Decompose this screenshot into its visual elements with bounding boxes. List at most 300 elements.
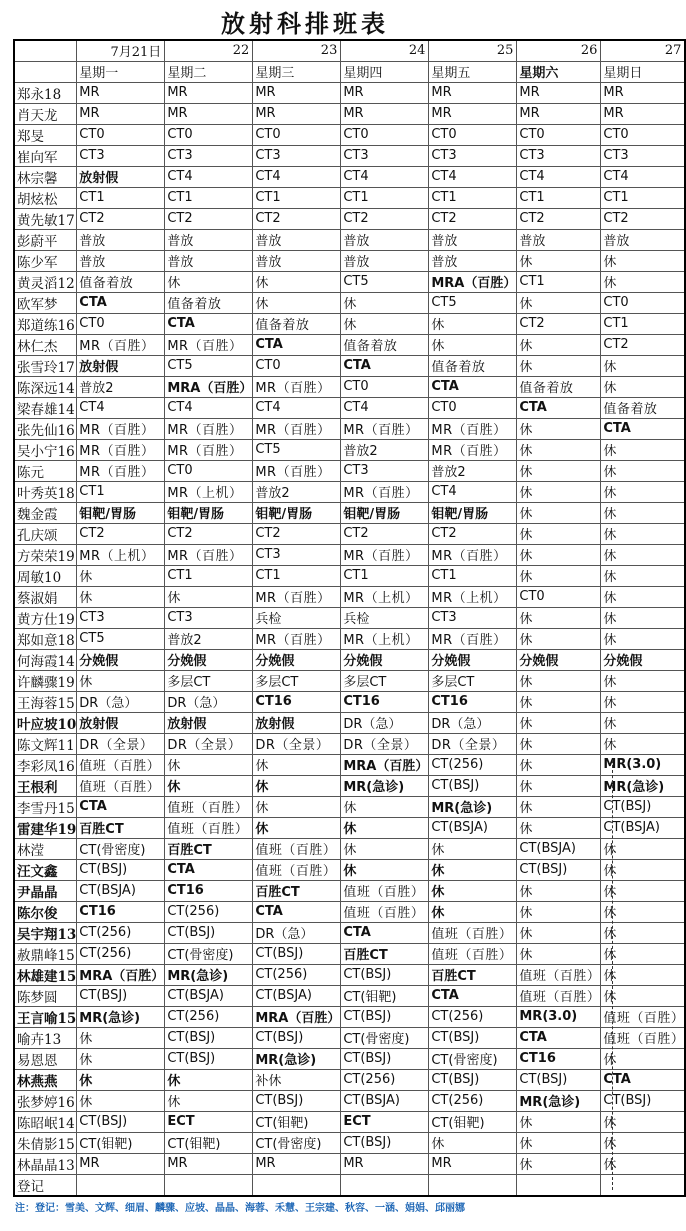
staff-name: 黄方仕19 [14,607,77,628]
date-cell: 7月21日 [77,40,165,61]
shift-cell: 放射假 [77,355,165,376]
shift-cell: 休 [341,838,429,859]
weekday-cell: 星期四 [341,61,429,82]
staff-name: 陈元 [14,460,77,481]
shift-cell: 休 [341,859,429,880]
shift-cell: 多层CT [341,670,429,691]
schedule-row [14,1153,685,1174]
staff-name: 郑旻 [14,124,77,145]
staff-name: 雷建华19 [14,817,77,838]
shift-cell: 值班（百胜） [341,901,429,922]
shift-cell: 休 [601,439,686,460]
schedule-row [14,187,685,208]
shift-cell: CT1 [517,271,601,292]
shift-cell: 休 [429,901,517,922]
shift-cell: MR(急诊) [77,1006,165,1027]
shift-cell: MR（百胜） [77,418,165,439]
shift-cell [517,1174,601,1196]
shift-cell: 放射假 [77,166,165,187]
shift-cell: CTA [341,355,429,376]
shift-cell: CT3 [429,145,517,166]
shift-cell: CT(BSJA) [429,817,517,838]
shift-cell: 休 [601,1132,686,1153]
shift-cell: 休 [517,481,601,502]
shift-cell: 休 [517,544,601,565]
shift-cell: CT1 [601,313,686,334]
shift-cell: CT3 [341,145,429,166]
staff-name: 欧军梦 [14,292,77,313]
shift-cell: 普放2 [165,628,253,649]
shift-cell: CT0 [77,313,165,334]
shift-cell: CTA [253,901,341,922]
shift-cell: 普放 [77,229,165,250]
staff-name: 梁春雄14 [14,397,77,418]
staff-name: 陈深远14 [14,376,77,397]
shift-cell: CT2 [341,208,429,229]
shift-cell: MR [253,1153,341,1174]
shift-cell: 值班（百胜） [165,817,253,838]
shift-cell: CT2 [429,523,517,544]
corner-cell [14,61,77,82]
shift-cell: 休 [341,313,429,334]
shift-cell: CT3 [77,607,165,628]
schedule-row [14,397,685,418]
shift-cell: CT1 [341,565,429,586]
staff-name: 叶应坡10 [14,712,77,733]
staff-name: 周敏10 [14,565,77,586]
shift-cell: DR（全景） [77,733,165,754]
shift-cell: CT4 [517,166,601,187]
shift-cell: MR（百胜） [77,460,165,481]
shift-cell: CT(骨密度) [253,1132,341,1153]
staff-name: 郑如意18 [14,628,77,649]
date-cell: 25 [429,40,517,61]
shift-cell: CT3 [77,145,165,166]
shift-cell: 休 [77,565,165,586]
schedule-row [14,544,685,565]
shift-cell: CT(BSJ) [601,796,686,817]
shift-cell: 休 [517,502,601,523]
shift-cell: MR [77,82,165,103]
shift-cell: MR（百胜） [77,439,165,460]
shift-cell: 休 [601,586,686,607]
shift-cell: CT(骨密度) [429,1048,517,1069]
shift-cell: 值班（百胜） [253,859,341,880]
shift-cell: MRA（百胜） [429,271,517,292]
staff-name: 肖天龙 [14,103,77,124]
staff-name: 孔庆颂 [14,523,77,544]
shift-cell: 普放 [165,229,253,250]
shift-cell: MRA（百胜） [341,754,429,775]
schedule-row [14,628,685,649]
shift-cell: CT16 [429,691,517,712]
shift-cell: 休 [165,1069,253,1090]
staff-name: 林雄建15 [14,964,77,985]
shift-cell: 休 [429,880,517,901]
shift-cell: 休 [601,733,686,754]
staff-name: 张梦婷16 [14,1090,77,1111]
shift-cell: 休 [517,691,601,712]
shift-cell: MR(急诊) [601,775,686,796]
shift-cell: 休 [517,607,601,628]
shift-cell: CT(BSJ) [165,1027,253,1048]
weekday-cell: 星期三 [253,61,341,82]
shift-cell: 休 [341,817,429,838]
shift-cell: 分娩假 [429,649,517,670]
shift-cell: 休 [165,775,253,796]
shift-cell: CT(BSJ) [77,985,165,1006]
shift-cell: CT(BSJ) [341,964,429,985]
shift-cell: MR（百胜） [165,334,253,355]
shift-cell: 钼靶/胃肠 [77,502,165,523]
staff-name: 陈尔俊 [14,901,77,922]
weekday-cell: 星期日 [601,61,686,82]
shift-cell: CT3 [429,607,517,628]
shift-cell: 休 [601,1048,686,1069]
shift-cell: CT1 [341,187,429,208]
shift-cell: 休 [517,439,601,460]
shift-cell: 钼靶/胃肠 [253,502,341,523]
shift-cell: CT5 [341,271,429,292]
shift-cell: CTA [77,292,165,313]
shift-cell: MR [601,103,686,124]
shift-cell: CT(BSJ) [253,1090,341,1111]
shift-cell: CT16 [77,901,165,922]
staff-name: 尹晶晶 [14,880,77,901]
shift-cell: 休 [601,985,686,1006]
shift-cell: 百胜CT [253,880,341,901]
shift-cell: CT0 [165,460,253,481]
shift-cell: 钼靶/胃肠 [341,502,429,523]
staff-name: 方荣荣19 [14,544,77,565]
shift-cell: CT2 [253,523,341,544]
schedule-row [14,922,685,943]
shift-cell: 休 [601,355,686,376]
staff-name: 张先仙16 [14,418,77,439]
shift-cell: 休 [429,313,517,334]
weekday-header-row [14,61,685,82]
shift-cell: MR（百胜） [253,376,341,397]
shift-cell: CT0 [341,124,429,145]
schedule-row [14,82,685,103]
shift-cell: 休 [601,964,686,985]
shift-cell: CT1 [429,565,517,586]
shift-cell: 百胜CT [77,817,165,838]
shift-cell: MR [253,82,341,103]
shift-cell: CT1 [253,187,341,208]
shift-cell: CT(BSJ) [601,1090,686,1111]
shift-cell: CT2 [601,208,686,229]
staff-name: 彭蔚平 [14,229,77,250]
shift-cell: MR [429,1153,517,1174]
weekday-cell: 星期五 [429,61,517,82]
staff-name: 林晶晶13 [14,1153,77,1174]
shift-cell: 休 [253,817,341,838]
shift-cell: CTA [77,796,165,817]
shift-cell: CT2 [517,208,601,229]
shift-cell: 值班（百胜） [253,838,341,859]
shift-cell: 普放 [341,229,429,250]
shift-cell: CT5 [253,439,341,460]
shift-cell: DR（急） [341,712,429,733]
staff-name: 陈少军 [14,250,77,271]
shift-cell: 休 [253,292,341,313]
staff-name: 李雪丹15 [14,796,77,817]
shift-cell: 休 [517,523,601,544]
schedule-row [14,796,685,817]
shift-cell: CT16 [165,880,253,901]
shift-cell: CT3 [601,145,686,166]
shift-cell: 值班（百胜） [429,922,517,943]
shift-cell [253,1174,341,1196]
shift-cell: MR [429,103,517,124]
schedule-row [14,985,685,1006]
shift-cell: 休 [517,796,601,817]
schedule-row [14,481,685,502]
date-cell: 26 [517,40,601,61]
shift-cell: CT4 [429,481,517,502]
staff-name: 黄先敏17 [14,208,77,229]
staff-name: 张雪玲17 [14,355,77,376]
shift-cell: CT4 [253,397,341,418]
shift-cell: 休 [341,292,429,313]
shift-cell: 普放 [253,229,341,250]
staff-name: 易恩恩 [14,1048,77,1069]
shift-cell: MR [77,1153,165,1174]
shift-cell: 休 [601,376,686,397]
shift-cell: 钼靶/胃肠 [165,502,253,523]
shift-cell: 休 [601,607,686,628]
shift-cell: 分娩假 [253,649,341,670]
schedule-table [13,39,686,1197]
shift-cell: 休 [165,1090,253,1111]
schedule-row [14,502,685,523]
shift-cell: 普放 [601,229,686,250]
staff-name: 林滢 [14,838,77,859]
shift-cell: 百胜CT [429,964,517,985]
shift-cell: DR（全景） [341,733,429,754]
shift-cell: 多层CT [429,670,517,691]
shift-cell: CT1 [253,565,341,586]
staff-name: 郑道练16 [14,313,77,334]
shift-cell: CTA [601,1069,686,1090]
weekday-cell: 星期一 [77,61,165,82]
shift-cell: 休 [601,502,686,523]
shift-cell: 休 [517,775,601,796]
schedule-row [14,334,685,355]
shift-cell: 休 [601,838,686,859]
shift-cell: CT4 [77,397,165,418]
shift-cell: 普放 [253,250,341,271]
shift-cell: CT(BSJ) [429,775,517,796]
schedule-row [14,565,685,586]
shift-cell: MR [601,82,686,103]
staff-name: 林宗馨 [14,166,77,187]
staff-name: 李彩凤16 [14,754,77,775]
shift-cell: CT16 [253,691,341,712]
shift-cell: 休 [517,922,601,943]
staff-name: 崔向军 [14,145,77,166]
shift-cell: CT0 [253,355,341,376]
schedule-row [14,523,685,544]
shift-cell: 值班（百胜） [601,1027,686,1048]
shift-cell: MR（上机） [77,544,165,565]
schedule-row [14,1090,685,1111]
date-cell: 24 [341,40,429,61]
shift-cell: CT(256) [77,922,165,943]
staff-name: 赦鼎峰15 [14,943,77,964]
shift-cell: MR（百胜） [253,418,341,439]
shift-cell: CT3 [253,145,341,166]
shift-cell: MR(急诊) [165,964,253,985]
shift-cell: 补休 [253,1069,341,1090]
shift-cell: 休 [165,271,253,292]
shift-cell: DR（全景） [253,733,341,754]
shift-cell: 休 [429,334,517,355]
shift-cell: CT16 [517,1048,601,1069]
schedule-row [14,103,685,124]
schedule-row [14,460,685,481]
shift-cell: CTA [253,334,341,355]
schedule-row [14,418,685,439]
shift-cell: 分娩假 [601,649,686,670]
shift-cell: CT4 [341,397,429,418]
shift-cell: 普放 [429,250,517,271]
shift-cell: 休 [601,1111,686,1132]
shift-cell: 休 [341,796,429,817]
shift-cell: CT(256) [341,1069,429,1090]
shift-cell [341,1174,429,1196]
shift-cell: CT(256) [429,754,517,775]
staff-name: 黄灵滔12 [14,271,77,292]
shift-cell [601,1174,686,1196]
shift-cell: CT(256) [253,964,341,985]
shift-cell: MR（百胜） [429,544,517,565]
shift-cell: 休 [253,271,341,292]
weekday-cell: 星期二 [165,61,253,82]
shift-cell: CT(钼靶) [165,1132,253,1153]
dashed-divider [612,760,613,1190]
shift-cell: 休 [77,670,165,691]
shift-cell: 休 [429,859,517,880]
shift-cell: MR（百胜） [165,418,253,439]
schedule-row [14,439,685,460]
shift-cell: 休 [517,880,601,901]
schedule-row [14,208,685,229]
schedule-row [14,901,685,922]
shift-cell: 普放 [77,250,165,271]
shift-cell: CT(BSJA) [253,985,341,1006]
shift-cell: MR [341,82,429,103]
shift-cell: MR（上机） [341,586,429,607]
shift-cell: MR [341,103,429,124]
footer-note: 注：登记：雪美、文辉、细眉、麟骤、应坡、晶晶、海蓉、禾慧、王宗建、秋容、一涵、娟娟、邱丽娜 [15,1203,465,1214]
shift-cell: CT4 [165,397,253,418]
shift-cell: ECT [165,1111,253,1132]
shift-cell: CT(钼靶) [429,1111,517,1132]
shift-cell: 放射假 [165,712,253,733]
schedule-row [14,355,685,376]
staff-name: 喻卉13 [14,1027,77,1048]
shift-cell: 休 [517,334,601,355]
shift-cell: CT(骨密度) [165,943,253,964]
shift-cell: CT2 [429,208,517,229]
shift-cell: MR（百胜） [341,418,429,439]
shift-cell: CT4 [253,166,341,187]
schedule-row [14,229,685,250]
schedule-row [14,1006,685,1027]
shift-cell: CT(BSJ) [429,1069,517,1090]
staff-name: 蔡淑娟 [14,586,77,607]
shift-cell: DR（全景） [429,733,517,754]
shift-cell: CT4 [429,166,517,187]
staff-name: 登记 [14,1174,77,1196]
shift-cell: 休 [601,481,686,502]
shift-cell: 休 [601,691,686,712]
shift-cell: CT(钼靶) [341,985,429,1006]
shift-cell: CT(BSJ) [517,859,601,880]
staff-name: 汪文鑫 [14,859,77,880]
shift-cell: 分娩假 [165,649,253,670]
schedule-row [14,670,685,691]
shift-cell: 值备着放 [253,313,341,334]
shift-cell: 休 [517,292,601,313]
shift-cell: CT2 [165,208,253,229]
shift-cell: 休 [601,901,686,922]
shift-cell: MR [77,103,165,124]
shift-cell: CT(BSJ) [341,1132,429,1153]
shift-cell: MR（百胜） [253,586,341,607]
shift-cell: 休 [429,838,517,859]
staff-name: 何海霞14 [14,649,77,670]
shift-cell: MR（百胜） [253,628,341,649]
shift-cell: 值班（百胜） [517,985,601,1006]
schedule-row [14,838,685,859]
schedule-row [14,649,685,670]
shift-cell: 休 [517,565,601,586]
shift-cell: 值备着放 [429,355,517,376]
shift-cell: 休 [601,460,686,481]
shift-cell: 休 [517,1153,601,1174]
shift-cell: 普放2 [429,460,517,481]
shift-cell: 多层CT [253,670,341,691]
shift-cell: MR [341,1153,429,1174]
staff-name: 吴小宁16 [14,439,77,460]
shift-cell: 普放 [429,229,517,250]
shift-cell: 休 [165,754,253,775]
shift-cell: CTA [165,313,253,334]
shift-cell: 休 [601,250,686,271]
shift-cell: 休 [429,1132,517,1153]
shift-cell: CT(骨密度) [341,1027,429,1048]
schedule-row [14,376,685,397]
shift-cell: 值备着放 [601,397,686,418]
shift-cell: MR(急诊) [253,1048,341,1069]
shift-cell: 多层CT [165,670,253,691]
shift-cell: 休 [601,565,686,586]
shift-cell: MR [517,82,601,103]
schedule-row [14,313,685,334]
shift-cell: CT(BSJ) [517,1069,601,1090]
shift-cell: 普放 [165,250,253,271]
shift-cell: CT(BSJA) [341,1090,429,1111]
shift-cell: CTA [429,376,517,397]
shift-cell: DR（急） [429,712,517,733]
shift-cell: CT4 [165,166,253,187]
shift-cell: CT0 [429,124,517,145]
shift-cell: 休 [601,544,686,565]
schedule-row [14,775,685,796]
